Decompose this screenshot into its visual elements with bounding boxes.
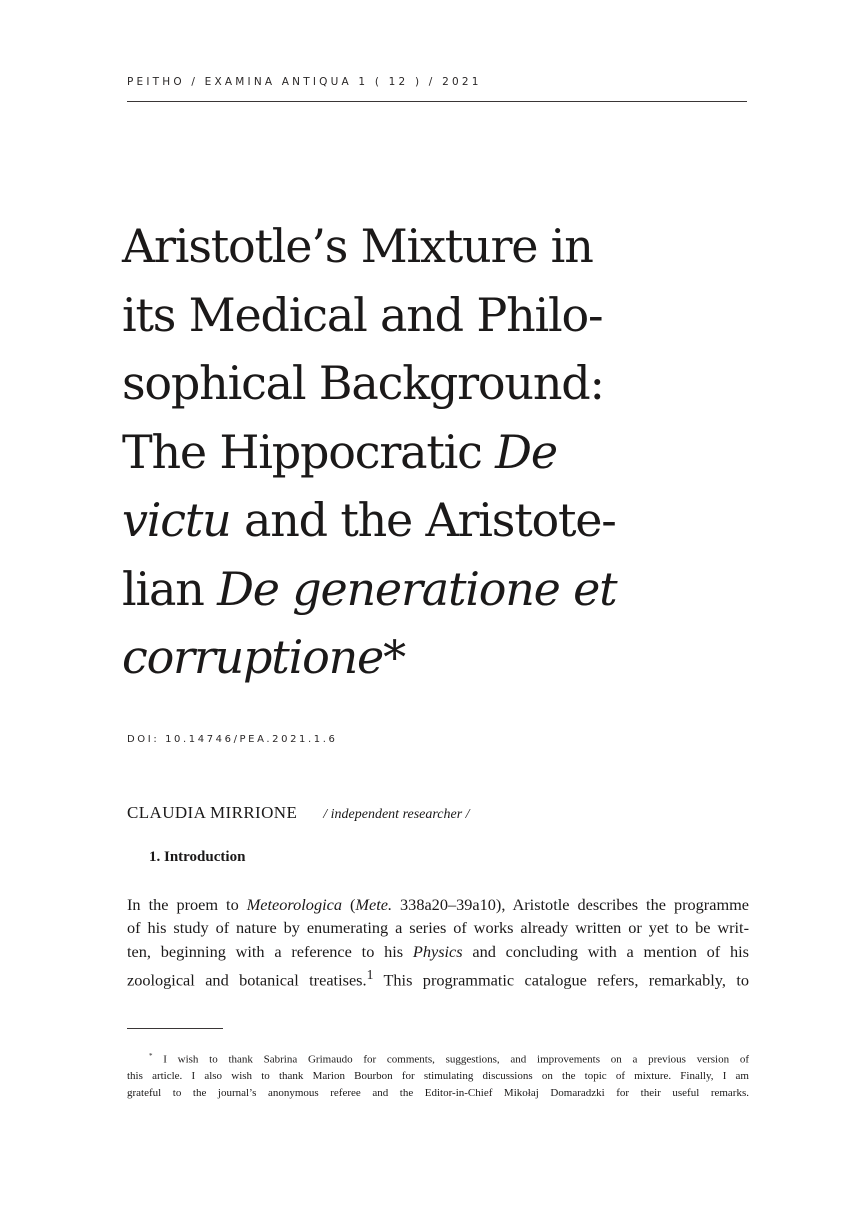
title-italic-text: De xyxy=(495,424,557,479)
body-text: ( xyxy=(341,895,356,914)
body-text: 338a20–39a10), Aristotle describes the programme xyxy=(392,895,749,914)
italic-work-title: Meteorologica xyxy=(246,895,342,914)
body-line xyxy=(127,893,749,916)
body-paragraph xyxy=(127,893,749,992)
body-text: and concluding with a mention of his xyxy=(462,941,749,961)
footnote-line: grateful to the journal’s anonymous referee and the Editor-in-Chief Mikołaj Domaradzki for their useful remarks. xyxy=(127,1086,749,1099)
title-italic-text: victu xyxy=(122,493,231,547)
footnote-line: this article. I also wish to thank Marion Bourbon for stimulating discussions on the topic of mixture. Finally, I am xyxy=(127,1070,749,1083)
title-text: and the Aristote- xyxy=(230,493,616,547)
footnote-rule xyxy=(127,1028,223,1029)
body-text: In the proem to xyxy=(127,895,247,914)
footnote-text: I wish to thank Sabrina Grimaudo for comments, suggestions, and improvements on a previous version of xyxy=(152,1053,749,1066)
italic-work-title: Physics xyxy=(412,941,463,961)
title-text: The Hippocratic xyxy=(122,424,496,479)
title-line xyxy=(122,623,762,692)
body-text: zoological and botanical treatises. xyxy=(127,970,367,990)
title-italic-text: De generatione et xyxy=(217,561,617,616)
title-line: Aristotle’s Mixture in xyxy=(122,219,593,273)
article-title xyxy=(122,212,762,692)
footnote xyxy=(127,1048,749,1101)
body-line xyxy=(127,963,749,992)
running-head: PEITHO / EXAMINA ANTIQUA 1 ( 12 ) / 2021 xyxy=(127,76,482,88)
section-heading: 1. Introduction xyxy=(149,849,246,865)
body-text: This programmatic catalogue refers, remarkably, to xyxy=(373,970,749,990)
author-affiliation: / independent researcher / xyxy=(323,807,470,822)
title-line: its Medical and Philo- xyxy=(122,287,603,342)
doi-link[interactable]: DOI: 10.14746/PEA.2021.1.6 xyxy=(127,734,338,745)
title-line: sophical Background: xyxy=(122,356,604,410)
header-rule xyxy=(127,101,747,102)
title-text: lian xyxy=(122,561,218,616)
italic-abbreviation: Mete. xyxy=(355,895,393,914)
body-text: ten, beginning with a reference to his xyxy=(127,941,413,961)
footnote-marker[interactable]: 1 xyxy=(366,967,374,983)
title-footnote-asterisk: * xyxy=(383,630,405,684)
body-line xyxy=(127,940,749,963)
title-line xyxy=(122,555,762,624)
body-line: of his study of nature by enumerating a series of works already written or yet to be writ- xyxy=(127,918,749,938)
title-line xyxy=(122,418,762,487)
footnote-marker: * xyxy=(149,1052,153,1060)
author-block xyxy=(127,803,470,823)
title-line xyxy=(122,486,762,555)
footnote-line xyxy=(127,1048,749,1068)
title-italic-text: corruptione xyxy=(122,630,384,684)
author-name: CLAUDIA MIRRIONE xyxy=(127,803,298,822)
